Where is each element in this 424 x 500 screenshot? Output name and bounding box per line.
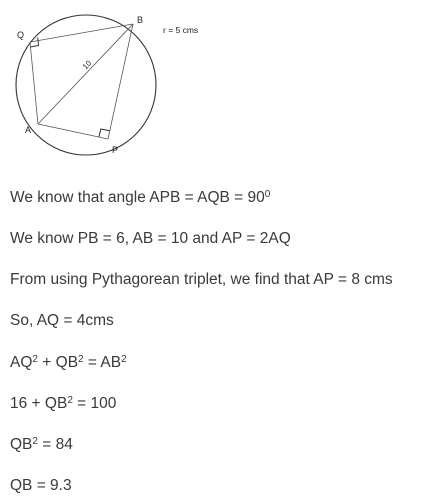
solution-line-5-part-1: AQ xyxy=(10,354,33,371)
superscript: 2 xyxy=(67,395,73,406)
right-angle-marker-q xyxy=(31,38,39,48)
segment-qb xyxy=(30,24,133,42)
point-label-a: A xyxy=(25,125,32,135)
solution-line-8-text: QB = 9.3 xyxy=(10,477,72,494)
right-angle-marker-p xyxy=(99,129,110,137)
point-label-q: Q xyxy=(17,30,25,40)
solution-line-3-text: From using Pythagorean triplet, we find that AP = 8 cms xyxy=(10,271,393,288)
solution-line-2-text: We know PB = 6, AB = 10 and AP = 2AQ xyxy=(10,230,291,247)
radius-label: r = 5 cms xyxy=(163,25,199,35)
superscript: 2 xyxy=(78,354,84,365)
segment-bp xyxy=(108,24,133,139)
solution-line-5-part-2: + QB xyxy=(37,354,79,371)
solution-line-4 xyxy=(10,311,114,331)
segment-ab xyxy=(38,24,133,124)
point-label-p: P xyxy=(112,145,119,155)
solution-line-3 xyxy=(10,270,393,290)
segment-ap xyxy=(38,124,108,139)
degree-superscript: 0 xyxy=(264,189,271,200)
solution-line-8 xyxy=(10,476,72,496)
superscript: 2 xyxy=(32,436,38,447)
point-label-b: B xyxy=(137,15,144,25)
solution-line-1-text: We know that angle APB = AQB = 90 xyxy=(10,189,265,206)
solution-line-7 xyxy=(10,435,73,455)
superscript: 2 xyxy=(32,354,38,365)
solution-line-5-part-3: = AB xyxy=(83,354,122,371)
solution-line-6-part-1: 16 + QB xyxy=(10,395,68,412)
superscript: 2 xyxy=(121,354,127,365)
solution-line-2 xyxy=(10,229,291,249)
circle-geometry-figure xyxy=(0,0,424,175)
solution-line-6 xyxy=(10,394,116,414)
segment-qa xyxy=(30,42,38,124)
solution-line-6-part-2: = 100 xyxy=(72,395,117,412)
solution-line-1 xyxy=(10,188,270,208)
solution-line-7-part-2: = 84 xyxy=(37,436,73,453)
solution-line-4-text: So, AQ = 4cms xyxy=(10,312,114,329)
solution-line-5 xyxy=(10,353,127,373)
solution-line-7-part-1: QB xyxy=(10,436,33,453)
ab-length-label: 10 xyxy=(80,58,94,72)
